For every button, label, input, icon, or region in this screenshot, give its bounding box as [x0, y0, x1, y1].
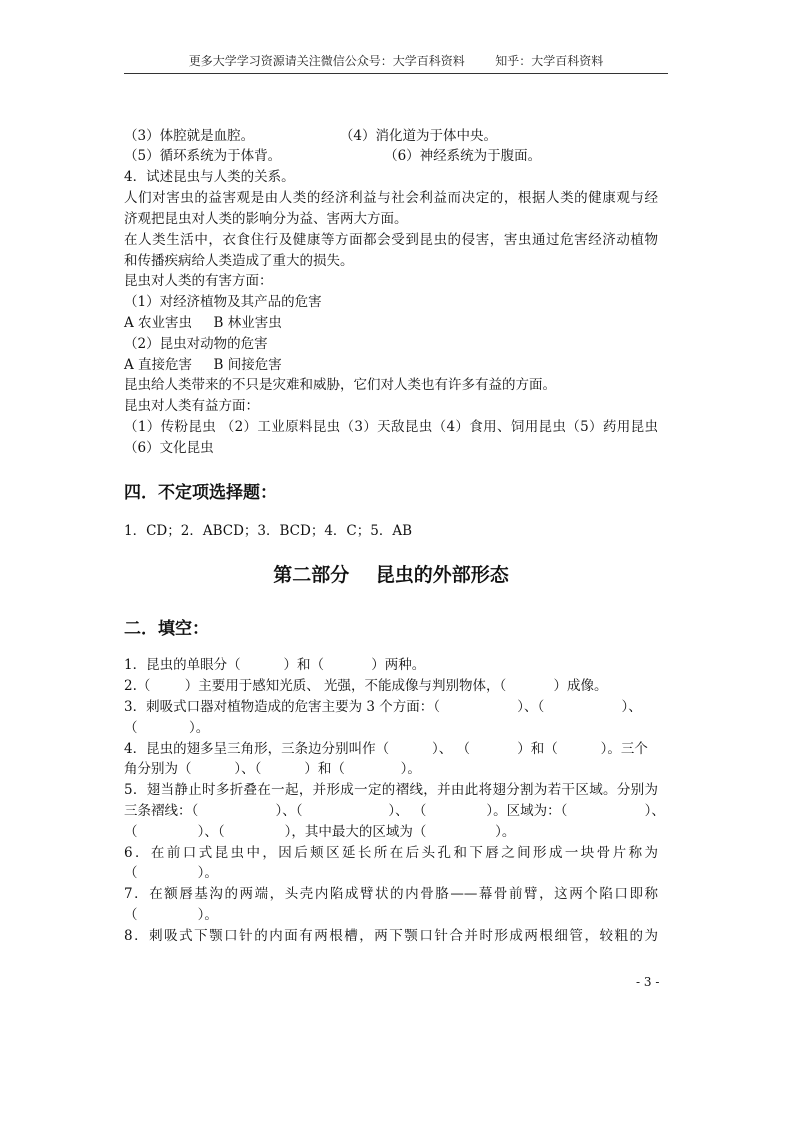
text-line: 在人类生活中，衣食住行及健康等方面都会受到昆虫的侵害，害虫通过危害经济动植物 [124, 232, 658, 248]
text-line: 昆虫给人类带来的不只是灾难和威胁，它们对人类也有许多有益的方面。 [124, 377, 556, 393]
page-header: 更多大学学习资源请关注微信公众号：大学百科资料 知乎：大学百科资料 [188, 54, 604, 68]
question-line: （ ）。 [124, 720, 210, 736]
question-line: 6．在前口式昆虫中，因后颊区延长所在后头孔和下唇之间形成一块骨片称为 [124, 845, 658, 861]
question-line: 三条褶线：（ ）、（ ）、 （ ）。区域为：（ ）、 [124, 803, 665, 819]
question-line: （ ）。 [124, 865, 218, 881]
question-line: 7．在额唇基沟的两端，头壳内陷成臂状的内骨胳——幕骨前臂，这两个陷口即称 [124, 886, 658, 902]
question-line: 角分别为（ ）、（ ）和（ ）。 [124, 761, 421, 777]
answer-line: 1．CD；2．ABCD；3．BCD；4．C；5．AB [124, 523, 412, 539]
text-line: （6）文化昆虫 [124, 440, 214, 456]
question-line: （ ）、（ ），其中最大的区域为（ ）。 [124, 824, 516, 840]
question-line: 5．翅当静止时多折叠在一起，并形成一定的褶线，并由此将翅分割为若干区域。分别为 [124, 782, 658, 798]
question-line: 2.（ ）主要用于感知光质、 光强，不能成像与判别物体，（ ）成像。 [124, 678, 608, 694]
text-line: （1）对经济植物及其产品的危害 [124, 294, 322, 310]
text-line: 人们对害虫的益害观是由人类的经济利益与社会利益而决定的，根据人类的健康观与经 [124, 190, 658, 206]
page-number: - 3 - [636, 975, 660, 989]
text-line: A 农业害虫 B 林业害虫 [124, 315, 282, 331]
text-line: 4．试述昆虫与人类的关系。 [124, 169, 295, 185]
question-line: 4．昆虫的翅多呈三角形，三条边分别叫作（ ）、 （ ）和（ ）。三个 [124, 741, 648, 757]
text-line: 昆虫对人类有益方面： [124, 398, 259, 414]
text-line: 济观把昆虫对人类的影响分为益、害两大方面。 [124, 211, 408, 227]
text-line: （3）体腔就是血腔。 （4）消化道为于体中央。 [124, 128, 498, 144]
question-line: 3．刺吸式口器对植物造成的危害主要为 3 个方面：（ ）、（ ）、 [124, 699, 642, 715]
question-line: （ ）。 [124, 907, 218, 923]
header-rule [124, 73, 668, 74]
text-line: A 直接危害 B 间接危害 [124, 357, 282, 373]
text-line: 和传播疾病给人类造成了重大的损失。 [124, 253, 354, 269]
text-line: （5）循环系统为于体背。 （6）神经系统为于腹面。 [124, 148, 542, 164]
section-heading: 四．不定项选择题： [124, 483, 277, 503]
question-line: 8．刺吸式下颚口针的内面有两根槽，两下颚口针合并时形成两根细管，较粗的为 [124, 928, 658, 944]
text-line: 昆虫对人类的有害方面： [124, 273, 273, 289]
text-line: （1）传粉昆虫 （2）工业原料昆虫（3）天敌昆虫（4）食用、饲用昆虫（5）药用昆虫 [124, 419, 658, 435]
part-heading: 第二部分 昆虫的外部形态 [273, 564, 509, 586]
question-line: 1．昆虫的单眼分（ ）和（ ）两种。 [124, 657, 426, 673]
text-line: （2）昆虫对动物的危害 [124, 336, 268, 352]
section-heading: 二．填空： [124, 619, 209, 639]
